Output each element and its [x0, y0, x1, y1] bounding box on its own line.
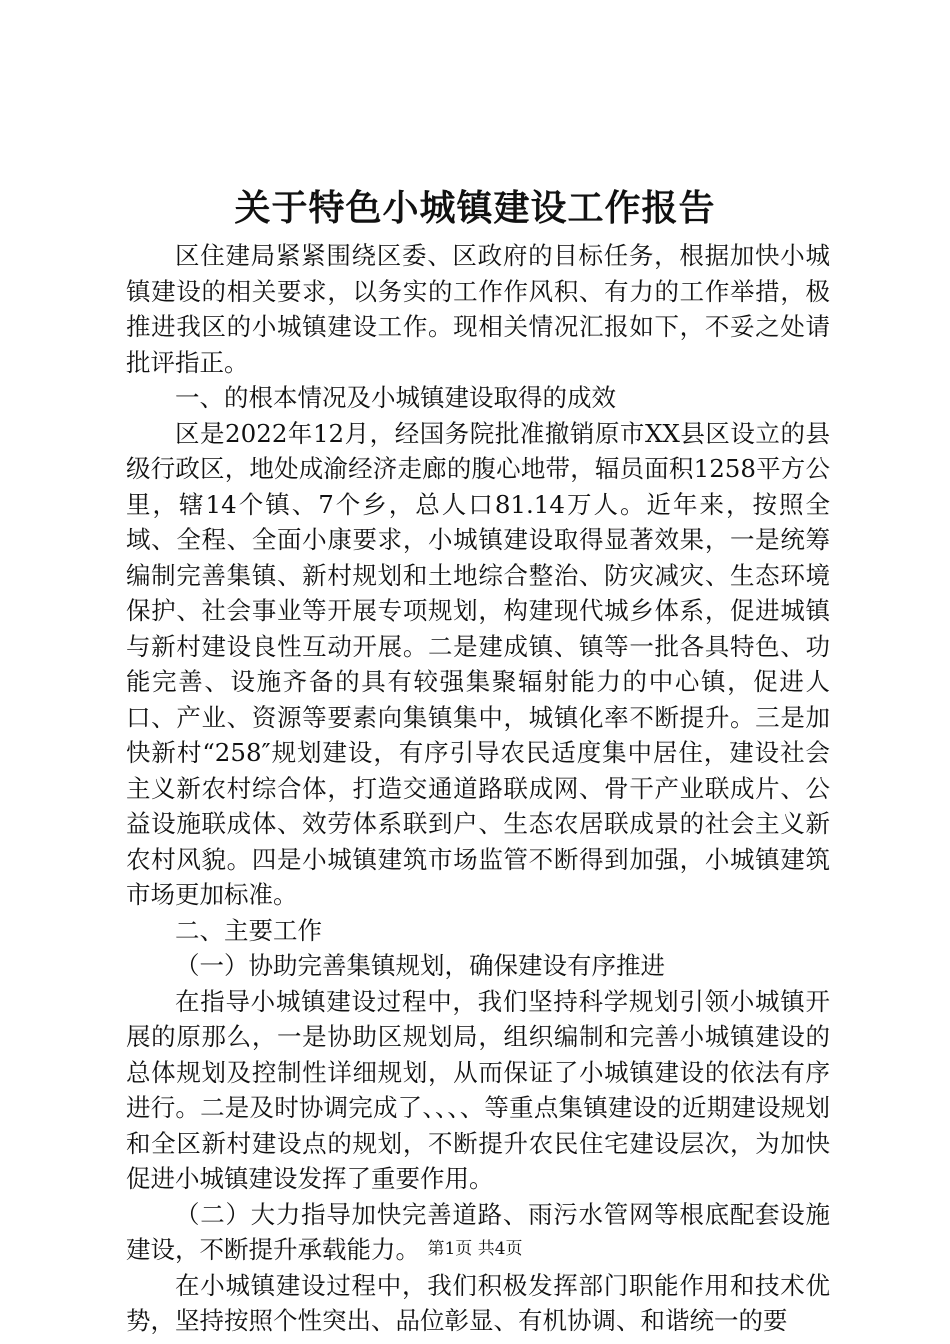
document-body [126, 238, 830, 1339]
section-heading-1: 一、的根本情况及小城镇建设取得的成效 [175, 383, 616, 412]
page-footer: 第1页 共4页 [427, 1239, 523, 1259]
paragraph-planning: 在指导小城镇建设过程中，我们坚持科学规划引领小城镇开展的原那么，一是协助区规划局，组织编制和完善小城镇建设的总体规划及控制性详细规划，从而保证了小城镇建设的依法有序进行。二是及时协调完成了、、、、等重点集镇建设的近期建设规划和全区新村建设点的规划，不断提升农民住宅建设层次，为加快促进小城镇建设发挥了重要作用。 [126, 986, 830, 1193]
subsection-heading-1: （一）协助完善集镇规划，确保建设有序推进 [175, 951, 665, 980]
section-heading-2: 二、主要工作 [175, 915, 322, 945]
paragraph-overview: 区是2022年12月，经国务院批准撤销原市XX县区设立的县级行政区，地处成渝经济走廊的腹心地带，辐员面积1258平方公里，辖14个镇、7个乡，总人口81.14万人。近年来，按照全域、全程、全面小康要求，小城镇建设取得显著效果，一是统筹编制完善集镇、新村规划和土地综合整治、防灾减灾、生态环境保护、社会事业等开展专项规划，构建现代城乡体系，促进城镇与新村建设良性互动开展。二是建成镇、镇等一批各具特色、功能完善、设施齐备的具有较强集聚辐射能力的中心镇，促进人口、产业、资源等要素向集镇集中，城镇化率不断提升。三是加快新村“258″规划建设，有序引导农民适度集中居住，建设社会主义新农村综合体，打造交通道路联成网、骨干产业联成片、公益设施联成体、效劳体系联到户、生态农居联成景的社会主义新农村风貌。四是小城镇建筑市场监管不断得到加强，小城镇建筑市场更加标准。 [126, 418, 830, 909]
subsection-heading-2: （二）大力指导加快完善道路、雨污水管网等根底配套设施建设，不断提升承载能力。 [126, 1199, 830, 1264]
paragraph-intro: 区住建局紧紧围绕区委、区政府的目标任务，根据加快小城镇建设的相关要求，以务实的工作作风积、有力的工作举措，极推进我区的小城镇建设工作。现相关情况汇报如下，不妥之处请批评指正。 [126, 241, 830, 377]
document-title: 关于特色小城镇建设工作报告 [234, 187, 716, 229]
paragraph-construction: 在小城镇建设过程中，我们积极发挥部门职能作用和技术优势，坚持按照个性突出、品位彰显、有机协调、和谐统一的要 [126, 1270, 830, 1335]
